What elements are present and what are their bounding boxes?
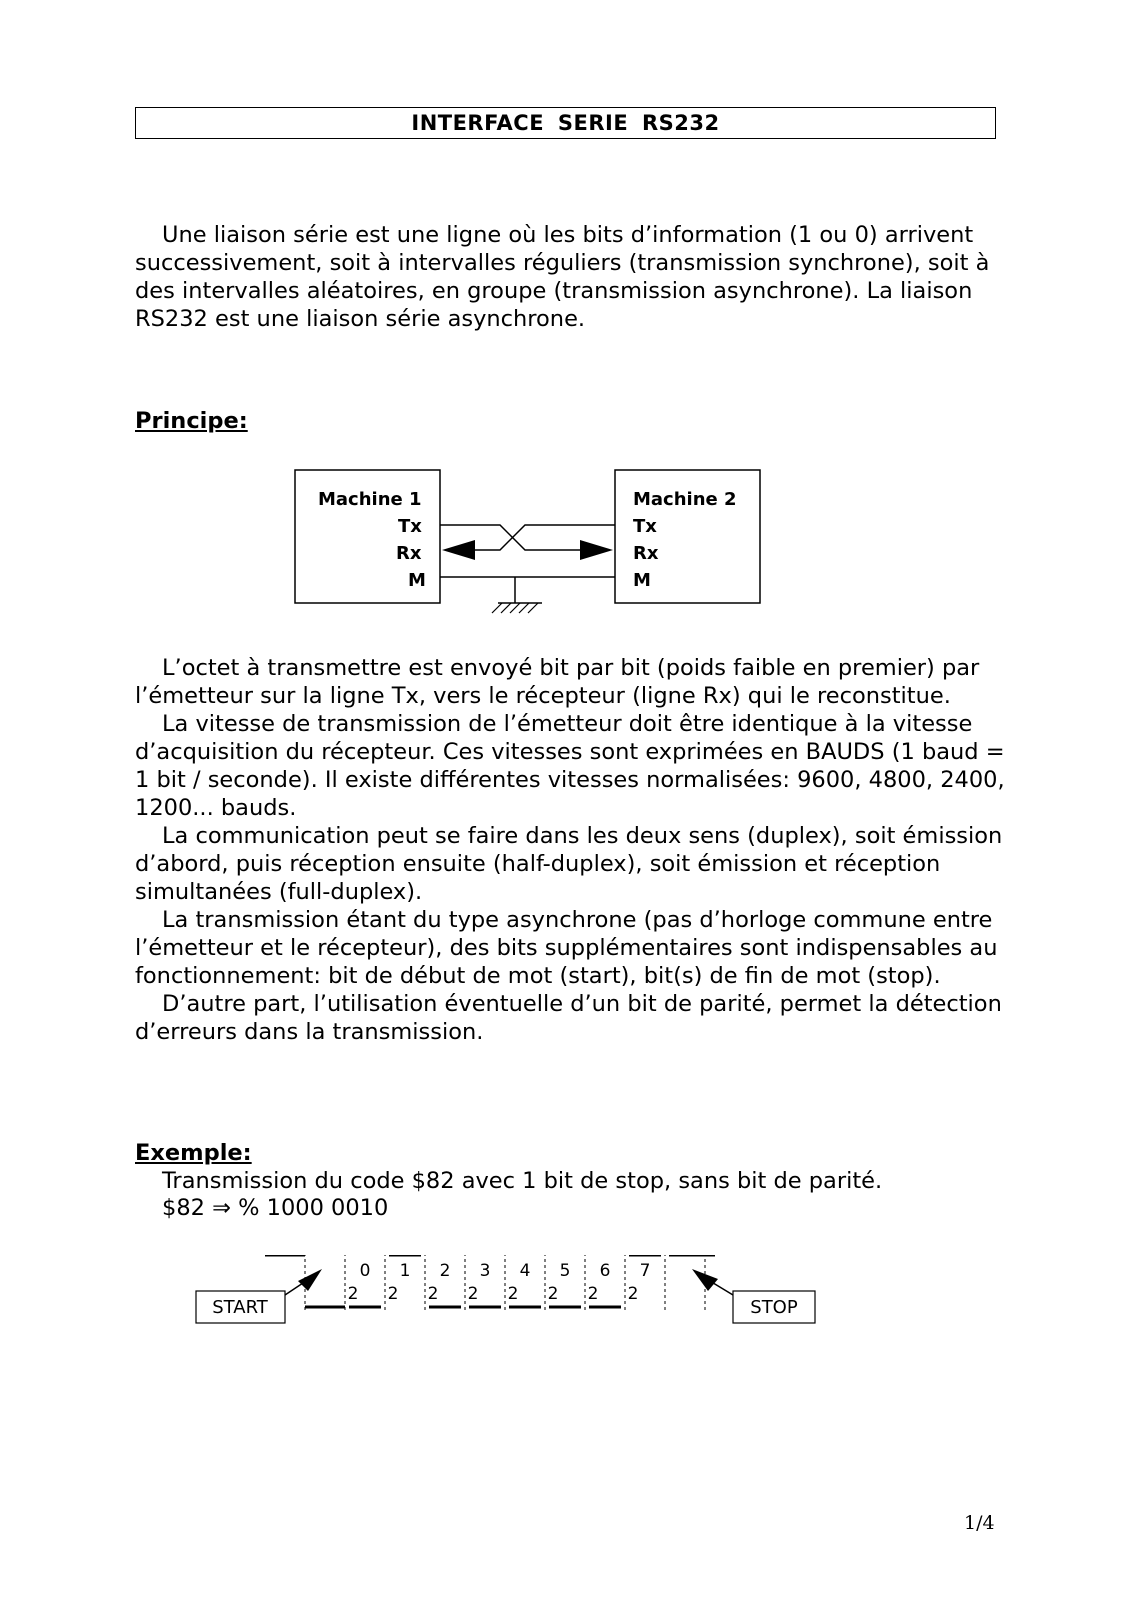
machine1-name: Machine 1 [318, 489, 422, 510]
bit-subscript-3: 2 [467, 1284, 479, 1304]
exemple-heading: Exemple: [135, 1140, 252, 1166]
bit-subscript-0: 2 [347, 1284, 359, 1304]
bit-subscript-2: 2 [427, 1284, 439, 1304]
page-title: INTERFACE SERIE RS232 [135, 107, 996, 139]
paragraph-octet: L’octet à transmettre est envoyé bit par bit (poids faible en premier) par l’émetteur sur la ligne Tx, vers le récepteur (ligne Rx) qui le reconstitue. [135, 655, 980, 709]
exemple-line1: Transmission du code $82 avec 1 bit de stop, sans bit de parité. [162, 1168, 883, 1194]
paragraph-vitesse: La vitesse de transmission de l’émetteur doit être identique à la vitesse d’acquisition du récepteur. Ces vitesses sont exprimées en BAUDS (1 baud = 1 bit / seconde). Il existe différentes vitesses normalisées: 9600, 4800, 2400, 1200... bauds. [135, 711, 1005, 821]
connection-diagram [280, 455, 780, 640]
timing-diagram [190, 1255, 830, 1340]
arrow-to-machine2 [580, 540, 613, 560]
machine1-m: M [408, 570, 426, 591]
intro-paragraph [135, 221, 1015, 333]
start-label: START [212, 1297, 268, 1318]
bit-subscript-5: 2 [547, 1284, 559, 1304]
bit-number-7: 7 [639, 1261, 651, 1281]
principe-heading: Principe: [135, 408, 248, 434]
arrow-to-machine1 [442, 540, 475, 560]
start-arrow-head [298, 1269, 322, 1291]
machine2-rx: Rx [633, 543, 659, 564]
machine1-rx: Rx [396, 543, 422, 564]
bit-subscript-4: 2 [507, 1284, 519, 1304]
machine2-tx: Tx [633, 516, 657, 537]
principe-paragraphs [135, 654, 1015, 1046]
ground-symbol [492, 603, 542, 613]
page-number: 1/4 [964, 1512, 995, 1534]
bit-number-5: 5 [559, 1261, 571, 1281]
bit-subscript-1: 2 [387, 1284, 399, 1304]
bit-number-1: 1 [399, 1261, 411, 1281]
bit-number-6: 6 [599, 1261, 611, 1281]
machine2-name: Machine 2 [633, 489, 737, 510]
bit-subscript-7: 2 [627, 1284, 639, 1304]
bit-subscript-6: 2 [587, 1284, 599, 1304]
paragraph-duplex: La communication peut se faire dans les deux sens (duplex), soit émission d’abord, puis réception ensuite (half-duplex), soit émission et réception simultanées (full-duplex). [135, 823, 1003, 905]
bit-number-0: 0 [359, 1261, 371, 1281]
bit-number-4: 4 [519, 1261, 531, 1281]
intro-text: Une liaison série est une ligne où les bits d’information (1 ou 0) arrivent successivement, soit à intervalles réguliers (transmission synchrone), soit à des intervalles aléatoires, en groupe (transmission asynchrone). La liaison RS232 est une liaison série asynchrone. [135, 222, 990, 332]
bit-number-3: 3 [479, 1261, 491, 1281]
paragraph-parite: D’autre part, l’utilisation éventuelle d’un bit de parité, permet la détection d’erreurs dans la transmission. [135, 991, 1002, 1045]
bit-number-2: 2 [439, 1261, 451, 1281]
exemple-line2: $82 ⇒ % 1000 0010 [162, 1195, 389, 1221]
paragraph-asynchrone: La transmission étant du type asynchrone (pas d’horloge commune entre l’émetteur et le récepteur), des bits supplémentaires sont indispensables au fonctionnement: bit de début de mot (start), bit(s) de fin de mot (stop). [135, 907, 998, 989]
machine2-m: M [633, 570, 651, 591]
machine1-tx: Tx [398, 516, 422, 537]
stop-label: STOP [750, 1297, 798, 1318]
